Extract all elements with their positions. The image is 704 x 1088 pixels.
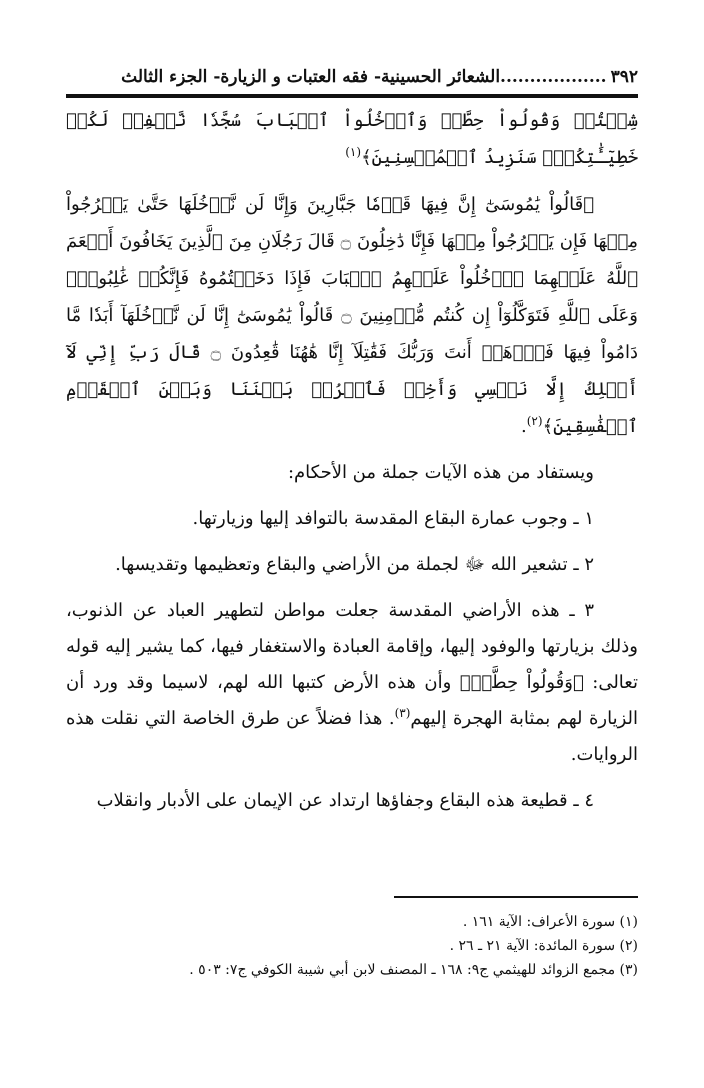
footnote-ref-3: (٣) [394, 706, 411, 720]
quran-open-mark: ﴿ [583, 194, 594, 215]
footnote-ref-2: (٢) [526, 414, 543, 428]
footnote-1: (١) سورة الأعراف: الآية ١٦١ . [462, 914, 638, 930]
header-rule [66, 94, 638, 98]
item-3-text-end: . هذا فضلاً عن طرق الخاصة التي نقلت هذه الروايات. [66, 708, 638, 765]
quran-close-mark: ﴾ [361, 147, 372, 168]
list-item-2: ٢ ـ تشعير الله ﷻ لجملة من الأراضي والبقاع وتعظيمها وتقديسها. [115, 554, 594, 575]
footnotes [66, 910, 638, 982]
quran-block-end: . [521, 416, 527, 437]
quran-line-2: ٱلۡمُحۡسِنِينَ [371, 147, 479, 168]
quran-verse-text: قَالُواْ يَٰمُوسَىٰٓ إِنَّ فِيهَا قَوۡمٗا جَبَّارِينَ وَإِنَّا لَن نَّدۡخُلَهَا حَتَّىٰ يَخۡرُجُواْ مِنۡهَا فَإِن يَخۡرُجُواْ مِنۡهَا فَإِنَّا دَٰخِلُونَ ۝ قَالَ رَجُلَانِ مِنَ ٱلَّذِينَ يَخَافُونَ أَنۡعَمَ ٱللَّهُ عَلَيۡهِمَا ٱدۡخُلُواْ عَلَيۡهِمُ ٱلۡبَابَ فَإِذَا دَخَلۡتُمُوهُ فَإِنَّكُمۡ غَٰلِبُونَۚ وَعَلَى ٱللَّهِ فَتَوَكَّلُوٓاْ إِن كُنتُم مُّؤۡمِنِينَ ۝ قَالُواْ يَٰمُوسَىٰٓ إِنَّا لَن نَّدۡخُلَهَآ أَبَدٗا مَّا دَامُواْ فِيهَا فَٱذۡهَبۡ أَنتَ وَرَبُّكَ فَقَٰتِلَآ إِنَّا هَٰهُنَا قَٰعِدُونَ ۝ قَالَ رَبِّ إِنِّي لَآ أَمۡلِكُ إِلَّا نَفۡسِي وَأَخِيۖ فَٱفۡرُقۡ بَيۡنَنَا وَبَيۡنَ ٱلۡقَوۡمِ ٱلۡفَٰسِقِينَ [66, 194, 639, 437]
list-item-4: ٤ ـ قطيعة هذه البقاع وجفاؤها ارتداد عن الإيمان على الأدبار وانقلاب [96, 790, 594, 811]
footnote-ref-1: (١) [345, 145, 362, 159]
header-dots: .................. [500, 67, 607, 87]
footnote-rule [394, 896, 638, 898]
quran-verse-continuation [66, 102, 638, 176]
quran-close-mark-2: ﴾ [542, 416, 554, 437]
list-item-1: ١ ـ وجوب عمارة البقاع المقدسة بالتوافد إليها وزيارتها. [192, 508, 594, 529]
footnote-2: (٢) سورة المائدة: الآية ٢١ ـ ٢٦ . [449, 938, 638, 954]
item-3-text: ٣ ـ هذه الأراضي المقدسة جعلت مواطن لتطهير العباد عن الذنوب، وذلك بزيارتها والوفود إليها، وإقامة العبادة والاستغفار فيها، كما يشير إليه قوله تعالى: ﴿وَقُولُواْ حِطَّةٞ﴾ وأن هذه الأرض كتبها الله لهم، لاسيما وقد ورد أن الزيارة لهم بمثابة الهجرة إليهم [66, 600, 638, 729]
page-body [66, 62, 638, 819]
page-number: ٣٩٢ [610, 67, 638, 87]
footnote-3: (٣) مجمع الزوائد للهيثمي ج٩: ١٦٨ ـ المصنف لابن أبي شيبة الكوفي ج٧: ٥٠٣ . [189, 962, 638, 978]
quran-verse-block [66, 186, 638, 445]
intro-line: ويستفاد من هذه الآيات جملة من الأحكام: [287, 462, 594, 483]
header-title: الشعائر الحسينية- فقه العتبات و الزيارة- الجزء الثالث [121, 67, 501, 87]
list-item-3 [66, 593, 638, 773]
running-header [66, 62, 638, 92]
quran-line-1: شِئۡتُمۡ وَقُولُواْ حِطَّةٞ وَٱدۡخُلُواْ ٱلۡبَابَ سُجَّدٗا نَّغۡفِرۡ لَكُمۡ خَطِيٓـَٰٔتِكُمۡۚ سَنَزِيدُ [66, 110, 638, 168]
